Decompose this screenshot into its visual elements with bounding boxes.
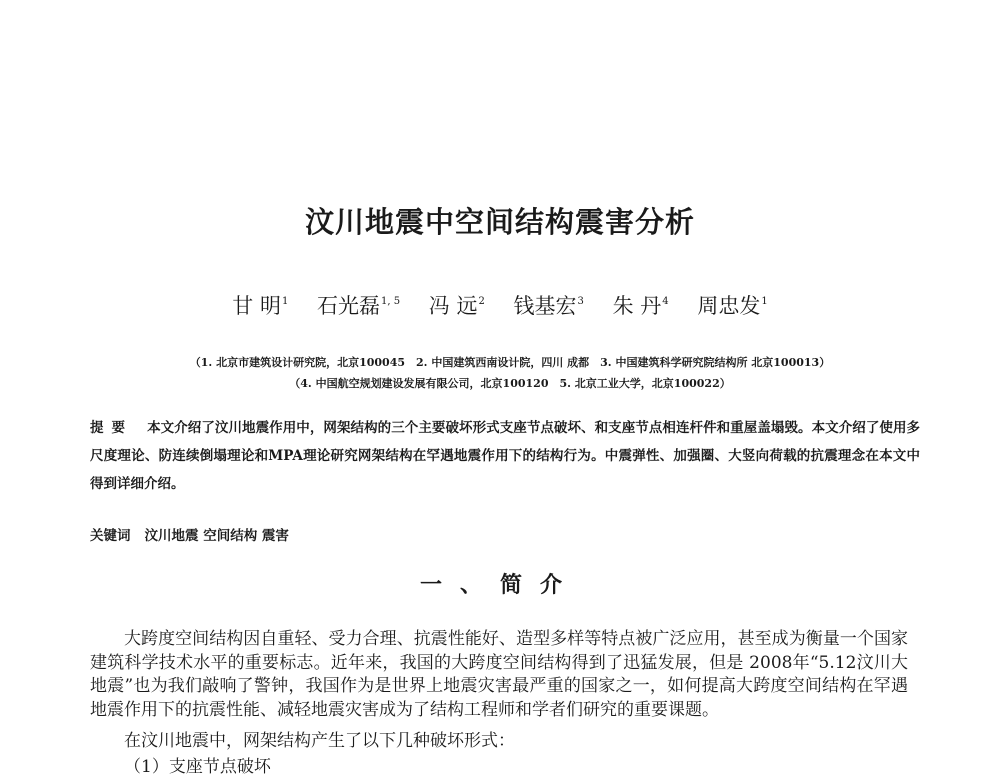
abstract-label: 提要	[90, 420, 134, 436]
author-2	[317, 294, 400, 318]
author-name: 甘 明	[232, 294, 281, 318]
author-5	[613, 294, 669, 318]
author-name: 钱基宏	[513, 294, 577, 318]
author-affiliation-mark: 1	[281, 296, 289, 307]
author-6	[697, 294, 767, 318]
section-heading: 一、简介	[419, 573, 580, 598]
affiliations-line-2: （4. 中国航空规划建设发展有限公司，北京100120 5. 北京工业大学，北京100022）	[289, 377, 731, 390]
author-name: 石光磊	[317, 294, 381, 318]
paper-title: 汶川地震中空间结构震害分析	[304, 205, 695, 239]
author-affiliation-mark: 1, 5	[381, 296, 401, 307]
author-3	[429, 294, 485, 318]
keywords	[90, 524, 289, 544]
affiliations-line-1: （1. 北京市建筑设计研究院，北京100045 2. 中国建筑西南设计院，四川 成都 3. 中国建筑科学研究院结构所 北京100013）	[189, 356, 831, 369]
keywords-text: 汶川地震 空间结构 震害	[144, 528, 289, 544]
body-line: 在汶川地震中，网架结构产生了以下几种破坏形式：	[124, 731, 515, 751]
author-name: 朱 丹	[612, 294, 662, 318]
author-4	[514, 294, 584, 318]
author-name: 冯 远	[428, 294, 478, 318]
keywords-label: 关键词	[90, 528, 131, 544]
author-affiliation-mark: 4	[662, 296, 669, 307]
body-line-cut: （1）支座节点破坏	[124, 757, 271, 777]
author-1	[232, 294, 288, 318]
author-affiliation-mark: 3	[577, 296, 584, 307]
intro-paragraph: 大跨度空间结构因自重轻、受力合理、抗震性能好、造型多样等特点被广泛应用，甚至成为衡量一个国家建筑科学技术水平的重要标志。近年来，我国的大跨度空间结构得到了迅猛发展，但是 2008年“5.12汶川大地震”也为我们敲响了警钟，我国作为是世界上地震灾害最严重的国家之一，如何提高大跨度空间结构在罕遇地震作用下的抗震性能、减轻地震灾害成为了结构工程师和学者们研究的重要课题。	[90, 629, 908, 720]
author-name: 周忠发	[697, 294, 761, 318]
author-affiliation-mark: 1	[761, 296, 768, 307]
author-affiliation-mark: 2	[478, 296, 485, 307]
abstract	[90, 414, 920, 498]
author-list	[0, 290, 1000, 320]
abstract-text: 本文介绍了汶川地震作用中，网架结构的三个主要破坏形式支座节点破坏、和支座节点相连杆件和重屋盖塌毁。本文介绍了使用多尺度理论、防连续倒塌理论和MPA理论研究网架结构在罕遇地震作用下的结构行为。中震弹性、加强圈、大竖向荷载的抗震理念在本文中得到详细介绍。	[90, 420, 921, 492]
